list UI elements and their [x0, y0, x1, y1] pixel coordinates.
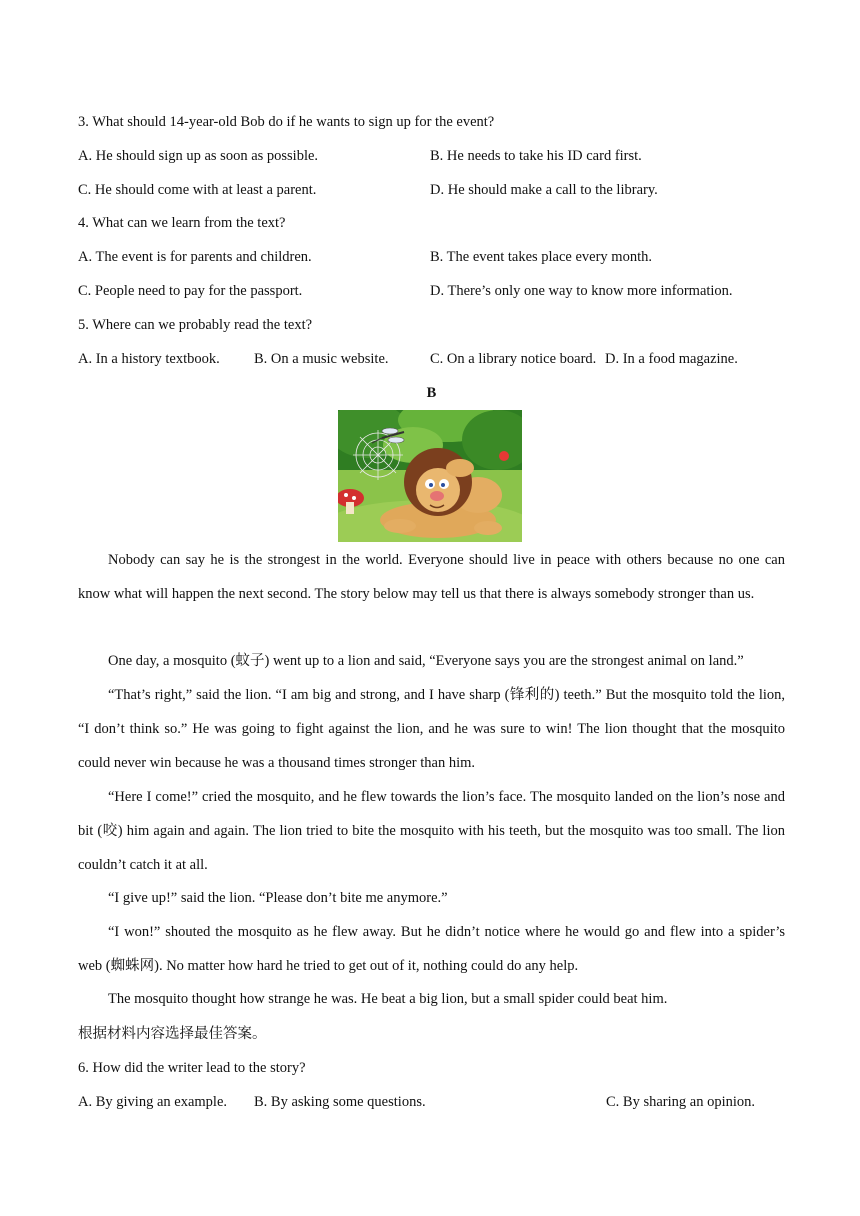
story-paragraph-1: Nobody can say he is the strongest in the world. Everyone should live in peace with others because no one can know what will happen the next second. The story below may tell us that there is always somebody stronger than us. — [78, 552, 785, 602]
question-6-option-b: B. By asking some questions. — [254, 1094, 426, 1110]
story-paragraph-2: One day, a mosquito (蚊子) went up to a lion and said, “Everyone says you are the strongest animal on land.” — [108, 653, 744, 669]
question-5-stem: 5. Where can we probably read the text? — [78, 317, 313, 333]
question-3-option-b: B. He needs to take his ID card first. — [430, 148, 642, 164]
story-paragraph-5: “I give up!” said the lion. “Please don’t bite me anymore.” — [108, 890, 448, 906]
question-3-option-d: D. He should make a call to the library. — [430, 182, 658, 198]
question-5-option-a: A. In a history textbook. — [78, 351, 220, 367]
story-paragraph-7: The mosquito thought how strange he was. He beat a big lion, but a small spider could beat him. — [108, 991, 668, 1007]
question-4-option-b: B. The event takes place every month. — [430, 249, 652, 265]
question-4-option-c: C. People need to pay for the passport. — [78, 283, 303, 299]
question-3-option-a: A. He should sign up as soon as possible. — [78, 148, 319, 164]
question-6-stem: 6. How did the writer lead to the story? — [78, 1060, 306, 1076]
question-4-option-a: A. The event is for parents and children. — [78, 249, 312, 265]
question-5-option-b: B. On a music website. — [254, 351, 389, 367]
question-3-option-c: C. He should come with at least a parent. — [78, 182, 317, 198]
question-6-option-a: A. By giving an example. — [78, 1094, 228, 1110]
question-4-option-d: D. There’s only one way to know more information. — [430, 283, 733, 299]
question-5-option-d: D. In a food magazine. — [605, 351, 738, 367]
story-paragraph-4: “Here I come!” cried the mosquito, and he flew towards the lion’s face. The mosquito landed on the lion’s nose and bit (咬) him again and again. The lion tried to bite the mosquito with his teeth, but the mosquito was too small. The lion couldn’t catch it at all. — [78, 789, 785, 873]
lion-and-mosquito-cartoon-icon — [338, 410, 522, 542]
question-6-option-c: C. By sharing an opinion. — [606, 1094, 756, 1110]
question-4-stem: 4. What can we learn from the text? — [78, 215, 286, 231]
story-paragraph-3: “That’s right,” said the lion. “I am big and strong, and I have sharp (锋利的) teeth.” But the mosquito told the lion, “I don’t think so.” He was going to fight against the lion, and he was sure to win! The lion thought that the mosquito could never win because he was a thousand times stronger than him. — [78, 687, 785, 771]
instruction-text: 根据材料内容选择最佳答案。 — [78, 1026, 267, 1042]
story-paragraph-6: “I won!” shouted the mosquito as he flew away. But he didn’t notice where he would go and flew into a spider’s web (蜘蛛网). No matter how hard he tried to get out of it, nothing could do any help. — [78, 924, 785, 974]
question-5-option-c: C. On a library notice board. — [430, 351, 597, 367]
question-3-stem: 3. What should 14-year-old Bob do if he wants to sign up for the event? — [78, 114, 495, 130]
section-b-heading: B — [426, 385, 437, 401]
lion-and-mosquito-illustration — [338, 410, 522, 542]
